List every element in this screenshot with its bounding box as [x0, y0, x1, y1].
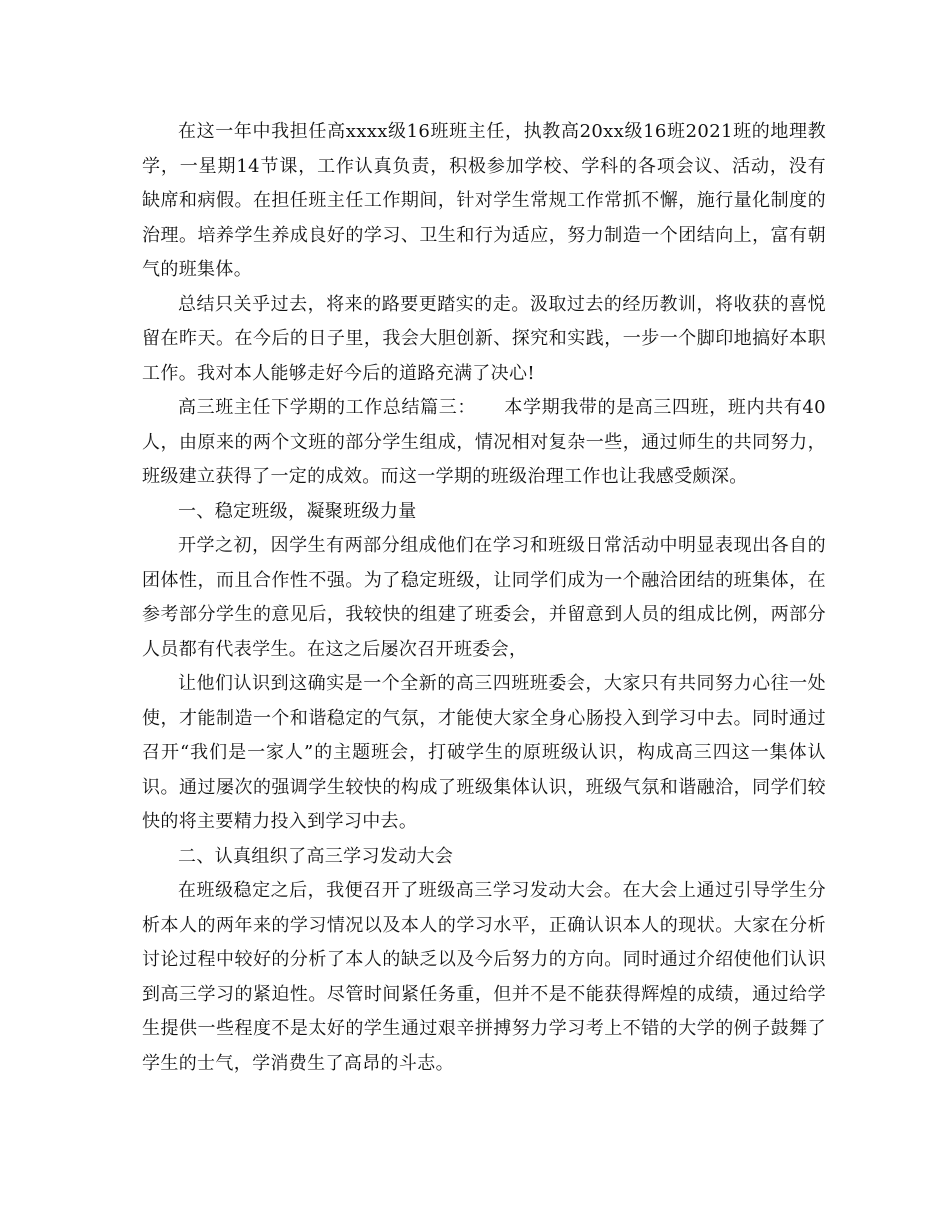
paragraph-start-of-term: 开学之初，因学生有两部分组成他们在学习和班级日常活动中明显表现出各自的团体性，而且合作性不强。为了稳定班级，让同学们成为一个融洽团结的班集体，在参考部分学生的意见后，我较快的组建了班委会，并留意到人员的组成比例，两部分人员都有代表学生。在这之后屡次召开班委会， [142, 535, 826, 660]
section-heading-stabilize-class: 一、稳定班级，凝聚班级力量 [178, 500, 417, 522]
document-body [142, 115, 826, 1081]
section-heading-mobilization-meeting: 二、认真组织了高三学习发动大会 [178, 845, 454, 867]
paragraph-mobilization-meeting: 在班级稳定之后，我便召开了班级高三学习发动大会。在大会上通过引导学生分析本人的两年来的学习情况以及本人的学习水平，正确认识本人的现状。大家在分析讨论过程中较好的分析了本人的缺乏以及今后努力的方向。同时通过介绍使他们认识到高三学习的紧迫性。尽管时间紧任务重，但并不是不能获得辉煌的成绩，通过给学生提供一些程度不是太好的学生通过艰辛拼搏努力学习考上不错的大学的例子鼓舞了学生的士气，学消费生了高昂的斗志。 [142, 880, 826, 1074]
paragraph-summary-outlook: 总结只关乎过去，将来的路要更踏实的走。汲取过去的经历教训，将收获的喜悦留在昨天。在今后的日子里，我会大胆创新、探究和实践，一步一个脚印地搞好本职工作。我对本人能够走好今后的道路充满了决心! [142, 293, 826, 384]
paragraph-part-three-intro: 高三班主任下学期的工作总结篇三： 本学期我带的是高三四班，班内共有40人，由原来的两个文班的部分学生组成，情况相对复杂一些，通过师生的共同努力，班级建立获得了一定的成效。而这一学期的班级治理工作也让我感受颇深。 [142, 397, 826, 487]
paragraph-class-teacher-duties: 在这一年中我担任高xxxx级16班班主任，执教高20xx级16班2021班的地理教学，一星期14节课，工作认真负责，积极参加学校、学科的各项会议、活动，没有缺席和病假。在担任班主任工作期间，针对学生常规工作常抓不懈，施行量化制度的治理。培养学生养成良好的学习、卫生和行为适应，努力制造一个团结向上，富有朝气的班集体。 [142, 121, 826, 280]
paragraph-class-committee: 让他们认识到这确实是一个全新的高三四班班委会，大家只有共同努力心往一处使，才能制造一个和谐稳定的气氛，才能使大家全身心肠投入到学习中去。同时通过召开“我们是一家人”的主题班会，打破学生的原班级认识，构成高三四这一集体认识。通过屡次的强调学生较快的构成了班级集体认识，班级气氛和谐融洽，同学们较快的将主要精力投入到学习中去。 [142, 673, 826, 832]
